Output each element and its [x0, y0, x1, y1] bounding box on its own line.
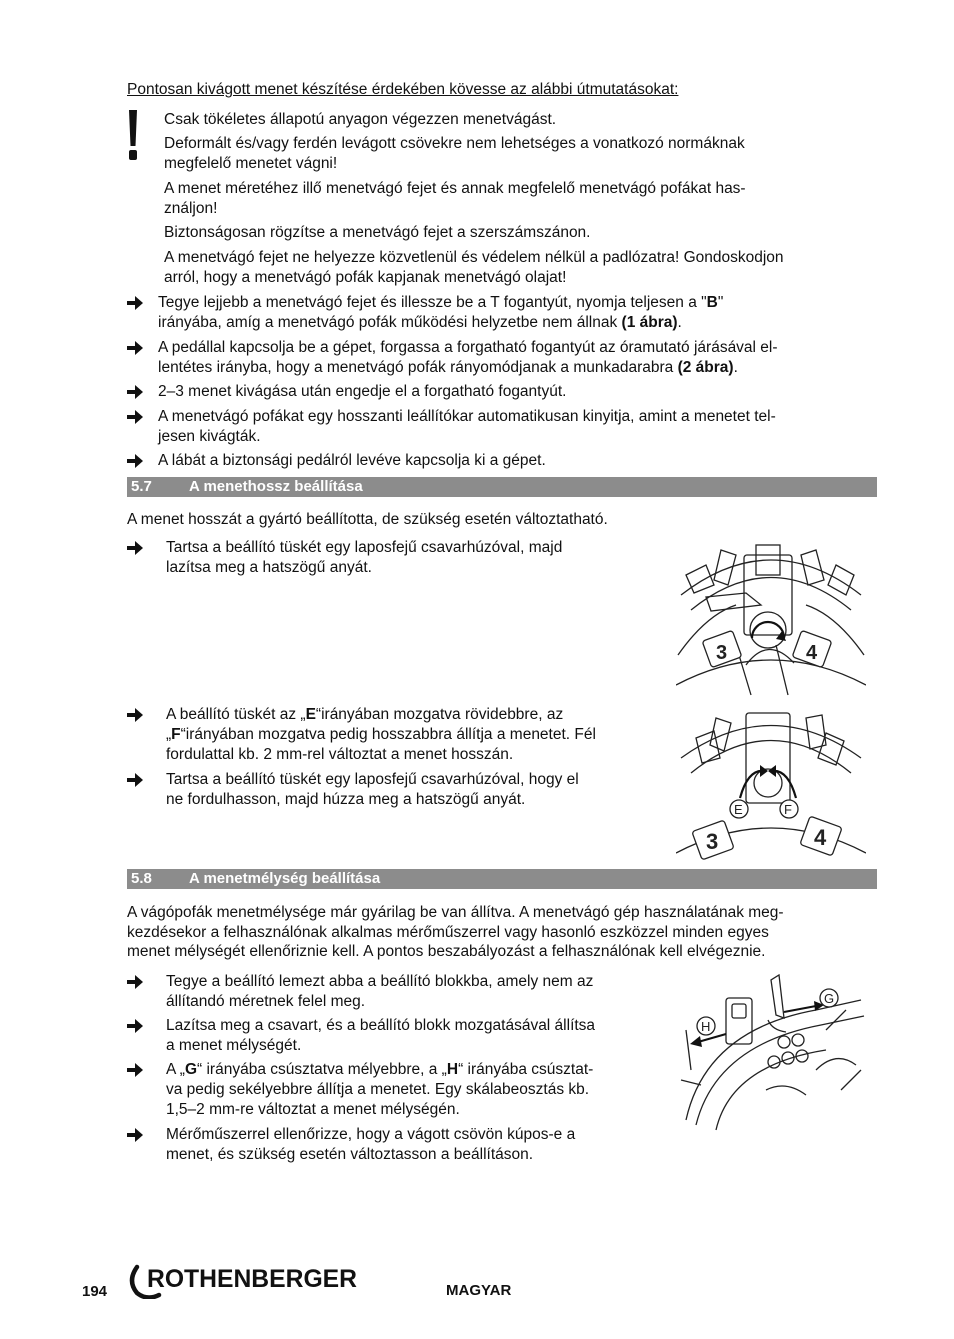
- jaw-number-label: 3: [706, 829, 719, 854]
- step-text: 1,5–2 mm-re változtat a menet mélységén.: [166, 1101, 460, 1118]
- arrow-bullet-icon: [127, 541, 143, 555]
- step-text: A lábát a biztonsági pedálról levéve kapcsolja ki a gépet.: [158, 452, 546, 469]
- step-text: A pedállal kapcsolja be a gépet, forgassa a forgatható fogantyút az óramutató járásával el-: [158, 339, 778, 356]
- section-intro: A vágópofák menetmélysége már gyárilag be van állítva. A menetvágó gép használatának meg-: [127, 904, 784, 921]
- brand-wordmark: ROTHENBERGER: [147, 1265, 357, 1293]
- warning-text: A menet méretéhez illő menetvágó fejet és annak megfelelő menetvágó pofákat has-: [164, 180, 746, 197]
- section-intro: menet mélységét ellenőriznie kell. A pontos beszabályozást a felhasználónak kell elvégeznie.: [127, 943, 766, 960]
- thread-depth-adjust-figure: [676, 970, 866, 1132]
- step-text: ne fordulhasson, majd húzza meg a hatszögű anyát.: [166, 791, 526, 808]
- step-text: menet, és szükség esetén változtasson a beállításon.: [166, 1146, 534, 1163]
- step-text: 2–3 menet kivágása után engedje el a forgatható fogantyút.: [158, 383, 567, 400]
- section-title: A menetmélység beállítása: [189, 870, 381, 887]
- step-text: Mérőműszerrel ellenőrizze, hogy a vágott csövön kúpos-e a: [166, 1126, 576, 1143]
- step-text: irányába, amíg a menetvágó pofák működési helyzetbe nem állnak (1 ábra).: [158, 314, 682, 331]
- arrow-bullet-icon: [127, 773, 143, 787]
- exclamation-warning-icon: [127, 110, 139, 160]
- section-number: 5.7: [131, 478, 152, 495]
- warning-text: arról, hogy a menetvágó pofák kapjanak menetvágó olajat!: [164, 269, 567, 286]
- step-text: va pedig sekélyebbre állítja a menetet. Egy skálabeosztás kb.: [166, 1081, 590, 1098]
- arrow-bullet-icon: [127, 296, 143, 310]
- thread-length-adjust-figure: [676, 703, 866, 863]
- step-text: A „G“ irányába csúsztatva mélyebbre, a „H“ irányába csúsztat-: [166, 1061, 594, 1078]
- warning-text: Csak tökéletes állapotú anyagon végezzen menetvágást.: [164, 111, 557, 128]
- section-intro: A menet hosszát a gyártó beállította, de szükség esetén változtatható.: [127, 511, 608, 528]
- arrow-bullet-icon: [127, 975, 143, 989]
- arrow-bullet-icon: [127, 708, 143, 722]
- arrow-bullet-icon: [127, 410, 143, 424]
- direction-e-label: E: [734, 802, 743, 817]
- jaw-number-label: 3: [716, 642, 728, 664]
- warning-text: ználjon!: [164, 200, 218, 217]
- step-text: fordulattal kb. 2 mm-rel változtat a menet hosszán.: [166, 746, 514, 763]
- section-header-5-8: [127, 869, 877, 889]
- direction-h-label: H: [701, 1019, 711, 1034]
- section-title: A menethossz beállítása: [189, 478, 363, 495]
- step-text: állítandó méretnek felel meg.: [166, 993, 366, 1010]
- step-text: Tegye lejjebb a menetvágó fejet és illessze be a T fogantyút, nyomja teljesen a "B": [158, 294, 724, 311]
- step-text: „F“irányában mozgatva pedig hosszabbra állítja a menetet. Fél: [166, 726, 596, 743]
- jaw-number-label: 4: [814, 825, 827, 850]
- jaw-number-label: 4: [806, 642, 818, 664]
- section-intro: kezdésekor a felhasználónak alkalmas mérőműszerrel vagy hasonló eszközzel minden egyes: [127, 924, 769, 941]
- arrow-bullet-icon: [127, 1063, 143, 1077]
- step-text: Tartsa a beállító tüskét egy laposfejű csavarhúzóval, hogy el: [166, 771, 579, 788]
- step-text: jesen kivágták.: [158, 428, 261, 445]
- warning-text: Biztonságosan rögzítse a menetvágó fejet a szerszámszánon.: [164, 224, 591, 241]
- section-header-5-7: [127, 477, 877, 497]
- step-text: Tartsa a beállító tüskét egy laposfejű csavarhúzóval, majd: [166, 539, 563, 556]
- arrow-bullet-icon: [127, 1019, 143, 1033]
- direction-g-label: G: [824, 991, 835, 1006]
- step-text: A menetvágó pofákat egy hosszanti leállítókar automatikusan kinyitja, amint a menetet tel-: [158, 408, 776, 425]
- arrow-bullet-icon: [127, 1128, 143, 1142]
- warning-text: Deformált és/vagy ferdén levágott csövekre nem lehetséges a vonatkozó normáknak: [164, 135, 745, 152]
- step-text: Tegye a beállító lemezt abba a beállító blokkba, amely nem az: [166, 973, 594, 990]
- instructions-heading: Pontosan kivágott menet készítése érdekében kövesse az alábbi útmutatásokat:: [127, 81, 679, 98]
- step-text: a menet mélységét.: [166, 1037, 302, 1054]
- section-number: 5.8: [131, 870, 152, 887]
- arrow-bullet-icon: [127, 454, 143, 468]
- step-text: lazítsa meg a hatszögű anyát.: [166, 559, 372, 576]
- step-text: lentétes irányba, hogy a menetvágó pofák rányomódjanak a munkadarabra (2 ábra).: [158, 359, 738, 376]
- language-label: MAGYAR: [446, 1282, 512, 1299]
- rothenberger-logo: [127, 1263, 367, 1299]
- thread-length-loosen-figure: [676, 535, 866, 697]
- page-number: 194: [82, 1283, 108, 1300]
- direction-f-label: F: [784, 802, 792, 817]
- arrow-bullet-icon: [127, 385, 143, 399]
- step-text: A beállító tüskét az „E“irányában mozgatva rövidebbre, az: [166, 706, 564, 723]
- warning-text: megfelelő menetet vágni!: [164, 155, 338, 172]
- arrow-bullet-icon: [127, 341, 143, 355]
- warning-text: A menetvágó fejet ne helyezze közvetlenül és védelem nélkül a padlózatra! Gondoskodjon: [164, 249, 784, 266]
- step-text: Lazítsa meg a csavart, és a beállító blokk mozgatásával állítsa: [166, 1017, 596, 1034]
